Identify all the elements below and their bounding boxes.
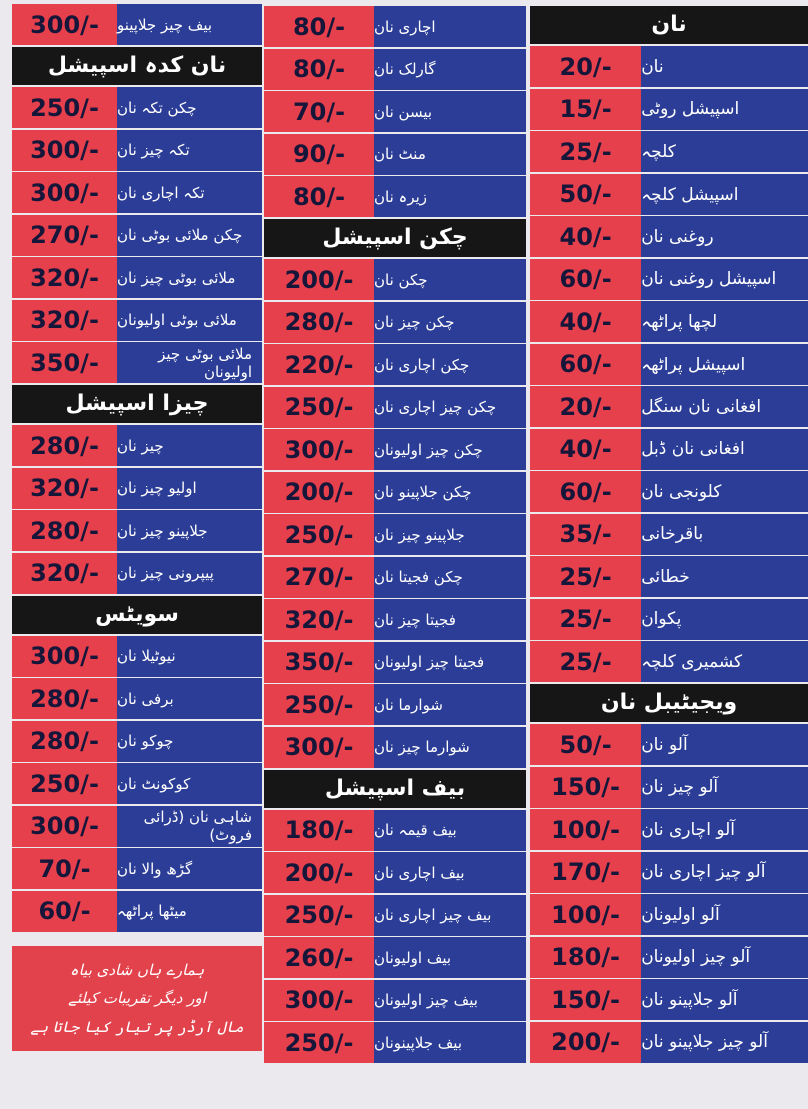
menu-item-row (530, 301, 808, 342)
item-name: ملائی بوٹی چیز نان (117, 257, 262, 298)
menu-item-row (12, 468, 262, 509)
note-line: مال آرڈر پر تیار کیا جاتا ہے (30, 1017, 244, 1036)
item-price: 250/- (264, 387, 374, 428)
menu-item-row (530, 259, 808, 300)
item-price: 270/- (12, 215, 117, 256)
item-name: آلو جلاپینو نان (641, 979, 808, 1020)
section-header: چیزا اسپیشل (12, 385, 262, 423)
menu-item-row (530, 131, 808, 172)
item-name: بیف اولیونان (374, 937, 526, 978)
menu-item-row (12, 806, 262, 847)
item-price: 50/- (530, 724, 641, 765)
item-name: ملائی بوٹی چیز اولیونان (117, 342, 262, 383)
item-price: 200/- (264, 852, 374, 893)
item-price: 70/- (12, 848, 117, 889)
item-price: 150/- (530, 979, 641, 1020)
item-name: چکن اچاری نان (374, 344, 526, 385)
item-price: 250/- (264, 895, 374, 936)
item-price: 300/- (12, 636, 117, 677)
menu-item-row (530, 46, 808, 87)
menu-item-row (264, 472, 526, 513)
menu-item-row (12, 257, 262, 298)
item-list (530, 724, 808, 1063)
menu-item-row (12, 342, 262, 383)
item-price: 300/- (12, 806, 117, 847)
menu-item-row (12, 130, 262, 171)
item-price: 25/- (530, 556, 641, 597)
menu-item-row (264, 810, 526, 851)
item-price: 70/- (264, 91, 374, 132)
item-name: تکہ چیز نان (117, 130, 262, 171)
menu-item-row (264, 6, 526, 47)
item-name: چکن نان (374, 259, 526, 300)
item-name: بیف جلاپینونان (374, 1022, 526, 1063)
menu-item-row (12, 4, 262, 45)
item-name: چوکو نان (117, 721, 262, 762)
item-price: 40/- (530, 429, 641, 470)
item-name: پیپرونی چیز نان (117, 553, 262, 594)
item-price: 250/- (12, 87, 117, 128)
menu-item-row (12, 87, 262, 128)
menu-item-row (12, 763, 262, 804)
item-price: 40/- (530, 301, 641, 342)
item-price: 320/- (12, 468, 117, 509)
item-name: تکہ اچاری نان (117, 172, 262, 213)
item-price: 280/- (12, 721, 117, 762)
item-name: نیوٹیلا نان (117, 636, 262, 677)
item-price: 20/- (530, 386, 641, 427)
item-name: اسپیشل روغنی نان (641, 259, 808, 300)
item-price: 60/- (12, 891, 117, 932)
item-name: میٹھا پراٹھہ (117, 891, 262, 932)
item-name: چکن چیز نان (374, 302, 526, 343)
menu-item-row (530, 599, 808, 640)
item-name: گڑھ والا نان (117, 848, 262, 889)
menu-item-row (530, 429, 808, 470)
item-price: 180/- (264, 810, 374, 851)
item-name: بیف چیز اولیونان (374, 980, 526, 1021)
menu-item-row (530, 344, 808, 385)
item-name: آلو اولیونان (641, 894, 808, 935)
menu-column-left (12, 4, 262, 1051)
item-price: 170/- (530, 852, 641, 893)
item-name: نان (641, 46, 808, 87)
menu-item-row (12, 425, 262, 466)
section-header: بیف اسپیشل (264, 770, 526, 808)
item-list (530, 46, 808, 682)
menu-item-row (12, 172, 262, 213)
item-price: 25/- (530, 599, 641, 640)
menu-item-row (530, 471, 808, 512)
menu-item-row (264, 134, 526, 175)
item-name: زیرہ نان (374, 176, 526, 217)
item-price: 80/- (264, 6, 374, 47)
menu-item-row (12, 848, 262, 889)
item-price: 320/- (12, 300, 117, 341)
menu-item-row (12, 636, 262, 677)
item-price: 280/- (264, 302, 374, 343)
item-name: جلاپینو چیز نان (117, 510, 262, 551)
item-name: اچاری نان (374, 6, 526, 47)
item-price: 220/- (264, 344, 374, 385)
item-price: 280/- (12, 510, 117, 551)
menu-column-right (530, 4, 808, 1064)
item-name: فجیتا چیز نان (374, 599, 526, 640)
menu-item-row (530, 386, 808, 427)
item-price: 300/- (12, 172, 117, 213)
menu-item-row (12, 300, 262, 341)
item-name: باقرخانی (641, 514, 808, 555)
item-name: اسپیشل کلچہ (641, 174, 808, 215)
item-price: 270/- (264, 557, 374, 598)
menu-item-row (530, 89, 808, 130)
menu-item-row (264, 684, 526, 725)
item-name: چکن جلاپینو نان (374, 472, 526, 513)
item-name: بیف چیز اچاری نان (374, 895, 526, 936)
item-price: 100/- (530, 894, 641, 935)
menu-item-row (530, 641, 808, 682)
item-price: 200/- (264, 259, 374, 300)
item-price: 300/- (264, 980, 374, 1021)
menu-item-row (264, 557, 526, 598)
section-header: سویٹس (12, 596, 262, 634)
item-price: 15/- (530, 89, 641, 130)
item-price: 320/- (12, 553, 117, 594)
section-header: نان (530, 6, 808, 44)
item-price: 250/- (264, 1022, 374, 1063)
section-header: ویجیٹیبل نان (530, 684, 808, 722)
menu-item-row (530, 556, 808, 597)
item-price: 280/- (12, 425, 117, 466)
item-price: 80/- (264, 176, 374, 217)
item-price: 40/- (530, 216, 641, 257)
item-price: 200/- (530, 1022, 641, 1063)
item-name: شوارما نان (374, 684, 526, 725)
item-name: خطائی (641, 556, 808, 597)
item-name: چکن چیز اولیونان (374, 429, 526, 470)
item-name: کلونجی نان (641, 471, 808, 512)
item-price: 250/- (264, 514, 374, 555)
item-name: چکن چیز اچاری نان (374, 387, 526, 428)
menu-item-row (264, 302, 526, 343)
menu-item-row (264, 642, 526, 683)
item-price: 80/- (264, 49, 374, 90)
item-name: افغانی نان سنگل (641, 386, 808, 427)
item-name: چیز نان (117, 425, 262, 466)
menu-item-row (264, 727, 526, 768)
item-price: 60/- (530, 471, 641, 512)
item-name: کوکونٹ نان (117, 763, 262, 804)
menu-item-row (264, 599, 526, 640)
item-price: 250/- (264, 684, 374, 725)
item-name: کلچہ (641, 131, 808, 172)
menu-item-row (264, 980, 526, 1021)
item-list (12, 425, 262, 594)
menu-item-row (12, 553, 262, 594)
item-name: ملائی بوٹی اولیونان (117, 300, 262, 341)
menu-item-row (264, 429, 526, 470)
item-name: گارلک نان (374, 49, 526, 90)
item-name: چکن فجیتا نان (374, 557, 526, 598)
menu-item-row (12, 215, 262, 256)
item-name: افغانی نان ڈبل (641, 429, 808, 470)
menu-item-row (264, 1022, 526, 1063)
menu-item-row (12, 510, 262, 551)
menu-item-row (264, 344, 526, 385)
item-name: بیسن نان (374, 91, 526, 132)
section-header: چکن اسپیشل (264, 219, 526, 257)
menu-item-row (264, 937, 526, 978)
item-list (12, 4, 262, 45)
catering-note (12, 946, 262, 1052)
menu-item-row (530, 1022, 808, 1063)
menu-item-row (530, 809, 808, 850)
menu-item-row (530, 514, 808, 555)
item-name: چکن ملائی بوٹی نان (117, 215, 262, 256)
item-name: اولیو چیز نان (117, 468, 262, 509)
item-price: 50/- (530, 174, 641, 215)
item-price: 180/- (530, 937, 641, 978)
item-name: پکوان (641, 599, 808, 640)
item-price: 350/- (264, 642, 374, 683)
item-price: 280/- (12, 678, 117, 719)
menu-item-row (264, 259, 526, 300)
item-name: آلو نان (641, 724, 808, 765)
item-name: بیف چیز جلاپینو (117, 4, 262, 45)
item-price: 300/- (12, 130, 117, 171)
item-price: 200/- (264, 472, 374, 513)
item-name: شاہی نان (ڈرائی فروٹ) (117, 806, 262, 847)
item-price: 35/- (530, 514, 641, 555)
item-price: 25/- (530, 641, 641, 682)
item-name: کشمیری کلچہ (641, 641, 808, 682)
menu-item-row (530, 937, 808, 978)
item-price: 300/- (264, 727, 374, 768)
menu-item-row (530, 894, 808, 935)
menu-item-row (264, 176, 526, 217)
item-name: بیف اچاری نان (374, 852, 526, 893)
menu-item-row (12, 678, 262, 719)
menu-item-row (264, 514, 526, 555)
item-name: شوارما چیز نان (374, 727, 526, 768)
item-price: 250/- (12, 763, 117, 804)
item-price: 300/- (264, 429, 374, 470)
menu-item-row (12, 891, 262, 932)
menu-item-row (264, 387, 526, 428)
item-name: آلو اچاری نان (641, 809, 808, 850)
item-price: 60/- (530, 344, 641, 385)
menu-item-row (530, 724, 808, 765)
item-list (264, 810, 526, 1064)
menu-item-row (264, 852, 526, 893)
item-price: 300/- (12, 4, 117, 45)
item-price: 320/- (264, 599, 374, 640)
item-name: آلو چیز نان (641, 767, 808, 808)
menu-item-row (530, 767, 808, 808)
item-price: 90/- (264, 134, 374, 175)
item-price: 260/- (264, 937, 374, 978)
item-price: 60/- (530, 259, 641, 300)
item-name: اسپیشل روٹی (641, 89, 808, 130)
item-list (12, 87, 262, 383)
menu-item-row (530, 979, 808, 1020)
menu-item-row (12, 721, 262, 762)
item-list (12, 636, 262, 932)
item-list (264, 6, 526, 217)
item-name: روغنی نان (641, 216, 808, 257)
menu-item-row (530, 174, 808, 215)
item-price: 100/- (530, 809, 641, 850)
item-list (264, 259, 526, 768)
menu-item-row (264, 91, 526, 132)
item-price: 350/- (12, 342, 117, 383)
item-name: اسپیشل پراٹھہ (641, 344, 808, 385)
item-name: بیف قیمہ نان (374, 810, 526, 851)
note-line: اور دیگر تقریبات کیلئے (68, 989, 206, 1007)
menu-column-middle (264, 6, 526, 1065)
item-name: فجیتا چیز اولیونان (374, 642, 526, 683)
item-price: 20/- (530, 46, 641, 87)
item-name: آلو چیز اولیونان (641, 937, 808, 978)
item-name: برفی نان (117, 678, 262, 719)
menu-item-row (264, 895, 526, 936)
note-line: ہمارے ہاں شادی بیاہ (69, 960, 205, 979)
item-name: چکن تکہ نان (117, 87, 262, 128)
item-name: لچھا پراٹھہ (641, 301, 808, 342)
item-name: منٹ نان (374, 134, 526, 175)
item-price: 150/- (530, 767, 641, 808)
item-price: 320/- (12, 257, 117, 298)
item-name: جلاپینو چیز نان (374, 514, 526, 555)
menu-item-row (530, 216, 808, 257)
menu-item-row (264, 49, 526, 90)
item-name: آلو چیز جلاپینو نان (641, 1022, 808, 1063)
item-price: 25/- (530, 131, 641, 172)
section-header: نان کدہ اسپیشل (12, 47, 262, 85)
menu-item-row (530, 852, 808, 893)
item-name: آلو چیز اچاری نان (641, 852, 808, 893)
